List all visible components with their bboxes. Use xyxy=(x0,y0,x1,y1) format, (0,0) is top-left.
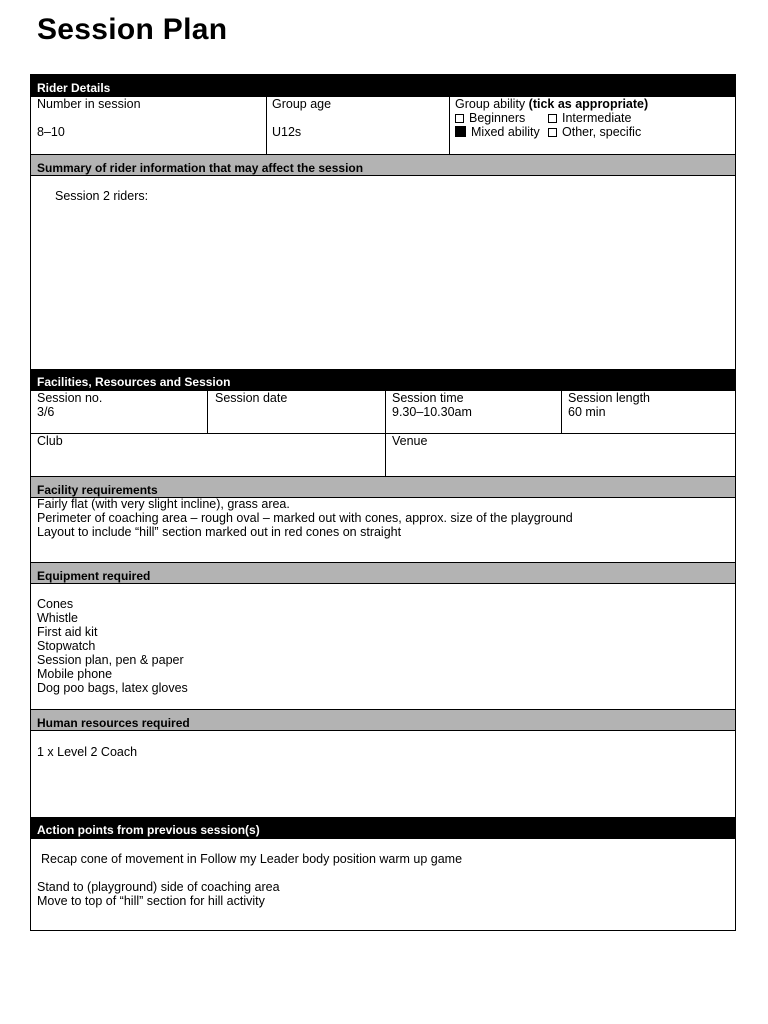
equipment-item: Mobile phone xyxy=(37,667,113,681)
session-length-label: Session length xyxy=(568,391,651,405)
session-time-value[interactable]: 9.30–10.30am xyxy=(392,405,472,419)
rider-details-header: Rider Details xyxy=(31,75,735,97)
number-in-session-label: Number in session xyxy=(37,97,141,111)
facility-requirements-text[interactable] xyxy=(37,497,573,539)
facility-requirements-header: Facility requirements xyxy=(31,476,735,498)
ability-option-beginners[interactable] xyxy=(455,111,525,125)
action-point-line[interactable]: Move to top of “hill” section for hill activity xyxy=(37,894,265,908)
ability-option-intermediate[interactable] xyxy=(548,111,631,125)
group-age-label: Group age xyxy=(272,97,332,111)
beginners-label: Beginners xyxy=(469,111,526,125)
club-label: Club xyxy=(37,434,63,448)
equipment-list[interactable] xyxy=(37,597,188,695)
other-checkbox[interactable] xyxy=(548,128,557,137)
human-resources-text[interactable]: 1 x Level 2 Coach xyxy=(37,745,138,759)
mixed-ability-label: Mixed ability xyxy=(471,125,540,139)
action-point-line[interactable]: Recap cone of movement in Follow my Leader body position warm up game xyxy=(41,852,463,866)
equipment-header: Equipment required xyxy=(31,562,735,584)
number-in-session-value[interactable]: 8–10 xyxy=(37,125,65,139)
session-no-value[interactable]: 3/6 xyxy=(37,405,55,419)
human-resources-header: Human resources required xyxy=(31,709,735,731)
summary-header: Summary of rider information that may affect the session xyxy=(31,154,735,176)
divider xyxy=(561,391,562,433)
intermediate-label: Intermediate xyxy=(562,111,632,125)
divider xyxy=(449,97,450,154)
summary-text[interactable]: Session 2 riders: xyxy=(55,189,149,203)
action-point-line[interactable]: Stand to (playground) side of coaching area xyxy=(37,880,280,894)
ability-option-other[interactable] xyxy=(548,125,641,139)
equipment-item: Cones xyxy=(37,597,74,611)
facility-requirement-line: Perimeter of coaching area – rough oval – marked out with cones, approx. size of the playground xyxy=(37,511,573,525)
beginners-checkbox[interactable] xyxy=(455,114,464,123)
intermediate-checkbox[interactable] xyxy=(548,114,557,123)
group-ability-title: Group ability xyxy=(455,97,526,111)
group-ability-label xyxy=(455,97,648,111)
group-age-value[interactable]: U12s xyxy=(272,125,302,139)
equipment-item: First aid kit xyxy=(37,625,98,639)
venue-label: Venue xyxy=(392,434,428,448)
equipment-item: Dog poo bags, latex gloves xyxy=(37,681,188,695)
session-plan-form xyxy=(30,74,736,931)
divider xyxy=(266,97,267,154)
ability-option-mixed[interactable] xyxy=(455,125,540,139)
equipment-item: Stopwatch xyxy=(37,639,96,653)
equipment-item: Whistle xyxy=(37,611,78,625)
group-ability-hint: (tick as appropriate) xyxy=(528,97,649,111)
session-no-label: Session no. xyxy=(37,391,103,405)
action-points-header: Action points from previous session(s) xyxy=(31,817,735,839)
facility-requirement-line: Fairly flat (with very slight incline), grass area. xyxy=(37,497,290,511)
divider xyxy=(31,433,735,434)
mixed-ability-checkbox[interactable] xyxy=(455,126,466,137)
other-label: Other, specific xyxy=(562,125,642,139)
page-title: Session Plan xyxy=(37,13,228,46)
session-date-label: Session date xyxy=(215,391,288,405)
equipment-item: Session plan, pen & paper xyxy=(37,653,184,667)
session-time-label: Session time xyxy=(392,391,464,405)
session-length-value[interactable]: 60 min xyxy=(568,405,606,419)
divider xyxy=(207,391,208,433)
facility-requirement-line: Layout to include “hill” section marked out in red cones on straight xyxy=(37,525,402,539)
facilities-header: Facilities, Resources and Session xyxy=(31,369,735,391)
